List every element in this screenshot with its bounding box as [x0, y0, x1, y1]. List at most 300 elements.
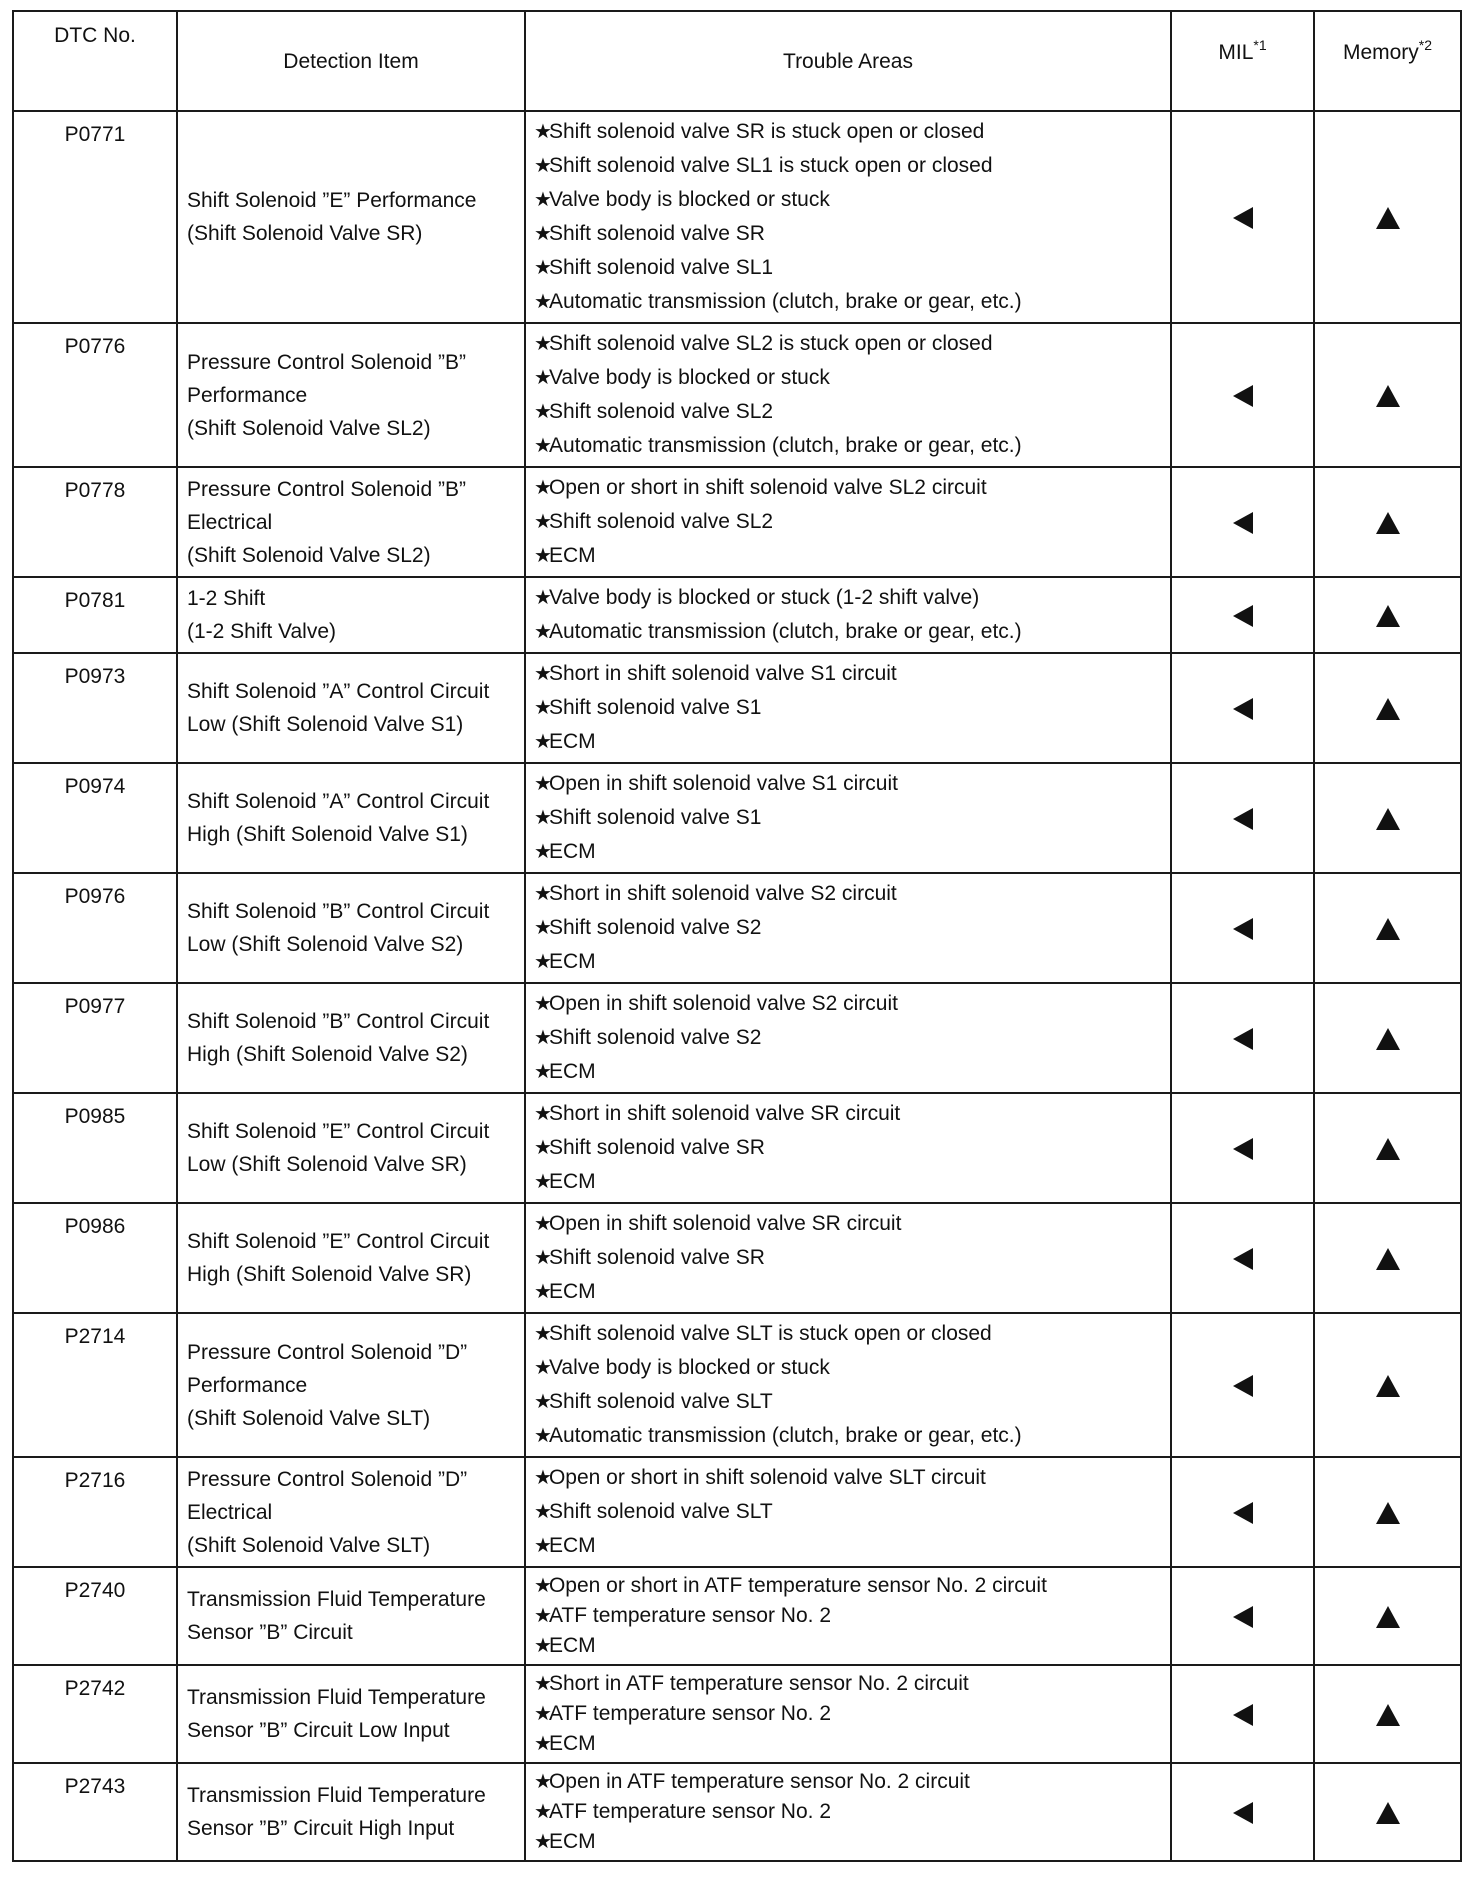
trouble-area-item: [534, 767, 1170, 801]
memory-cell: [1314, 653, 1461, 763]
mil-cell: [1171, 983, 1314, 1093]
left-triangle-icon: [1233, 1028, 1253, 1050]
star-bullet-icon: ★: [534, 1357, 552, 1379]
memory-cell: [1314, 1203, 1461, 1313]
table-row: [13, 1665, 1461, 1763]
detection-item: [177, 1567, 525, 1665]
header-mil-footnote: *1: [1253, 37, 1267, 53]
trouble-area-text: ECM: [548, 1830, 596, 1853]
star-bullet-icon: ★: [534, 1027, 552, 1049]
table-row: [13, 323, 1461, 467]
star-bullet-icon: ★: [534, 1467, 552, 1489]
dtc-code: P0973: [13, 653, 177, 763]
trouble-area-item: [534, 505, 1170, 539]
table-row: [13, 1313, 1461, 1457]
detection-item: [177, 111, 525, 323]
trouble-area-text: ECM: [548, 840, 596, 863]
trouble-area-item: [534, 1097, 1170, 1131]
detection-item: [177, 467, 525, 577]
trouble-area-text: Short in shift solenoid valve SR circuit: [548, 1102, 901, 1125]
memory-cell: [1314, 467, 1461, 577]
mil-cell: [1171, 111, 1314, 323]
trouble-area-text: ECM: [548, 1634, 596, 1657]
table-row: [13, 873, 1461, 983]
left-triangle-icon: [1233, 1375, 1253, 1397]
mil-cell: [1171, 1093, 1314, 1203]
table-row: [13, 763, 1461, 873]
mil-cell: [1171, 873, 1314, 983]
detection-item-line: Transmission Fluid Temperature: [187, 1686, 486, 1709]
trouble-area-item: [534, 539, 1170, 573]
trouble-area-item: [534, 1165, 1170, 1199]
dtc-code: P2740: [13, 1567, 177, 1665]
table-row: [13, 983, 1461, 1093]
star-bullet-icon: ★: [534, 993, 552, 1015]
detection-item: [177, 1457, 525, 1567]
trouble-area-item: [534, 1241, 1170, 1275]
detection-item: [177, 577, 525, 653]
trouble-areas: [525, 1763, 1171, 1861]
star-bullet-icon: ★: [534, 1535, 552, 1557]
dtc-code: P2742: [13, 1665, 177, 1763]
trouble-area-item: [534, 1055, 1170, 1089]
dtc-table-header: [13, 11, 1461, 111]
trouble-area-item: [534, 1827, 1170, 1857]
star-bullet-icon: ★: [534, 1733, 552, 1755]
star-bullet-icon: ★: [534, 189, 552, 211]
left-triangle-icon: [1233, 1606, 1253, 1628]
star-bullet-icon: ★: [534, 257, 552, 279]
left-triangle-icon: [1233, 698, 1253, 720]
trouble-area-text: Shift solenoid valve SL2: [548, 400, 774, 423]
trouble-area-item: [534, 1385, 1170, 1419]
star-bullet-icon: ★: [534, 841, 552, 863]
memory-cell: [1314, 873, 1461, 983]
table-row: [13, 653, 1461, 763]
detection-item: [177, 1665, 525, 1763]
trouble-area-text: Automatic transmission (clutch, brake or gear, etc.): [548, 620, 1022, 643]
star-bullet-icon: ★: [534, 697, 552, 719]
mil-cell: [1171, 577, 1314, 653]
star-bullet-icon: ★: [534, 1103, 552, 1125]
trouble-area-item: [534, 581, 1170, 615]
trouble-area-text: ATF temperature sensor No. 2: [548, 1800, 831, 1823]
memory-cell: [1314, 1567, 1461, 1665]
trouble-area-text: Short in shift solenoid valve S2 circuit: [548, 882, 897, 905]
detection-item-line: High (Shift Solenoid Valve SR): [187, 1263, 472, 1286]
mil-cell: [1171, 763, 1314, 873]
detection-item-line: Low (Shift Solenoid Valve S1): [187, 713, 464, 736]
detection-item-line: High (Shift Solenoid Valve S1): [187, 823, 468, 846]
trouble-area-item: [534, 1797, 1170, 1827]
left-triangle-icon: [1233, 1704, 1253, 1726]
trouble-area-item: [534, 1529, 1170, 1563]
trouble-area-item: [534, 149, 1170, 183]
trouble-area-text: ATF temperature sensor No. 2: [548, 1604, 831, 1627]
detection-item-line: Low (Shift Solenoid Valve SR): [187, 1153, 467, 1176]
detection-item-line: Shift Solenoid ”A” Control Circuit: [187, 680, 490, 703]
dtc-code: P0976: [13, 873, 177, 983]
trouble-area-item: [534, 1571, 1170, 1601]
left-triangle-icon: [1233, 918, 1253, 940]
memory-cell: [1314, 763, 1461, 873]
left-triangle-icon: [1233, 385, 1253, 407]
star-bullet-icon: ★: [534, 807, 552, 829]
trouble-area-item: [534, 1461, 1170, 1495]
detection-item-line: (1-2 Shift Valve): [187, 620, 336, 643]
trouble-area-text: Open or short in shift solenoid valve SLT circuit: [548, 1466, 986, 1489]
trouble-area-text: Shift solenoid valve SLT: [548, 1390, 773, 1413]
star-bullet-icon: ★: [534, 401, 552, 423]
mil-cell: [1171, 1665, 1314, 1763]
detection-item: [177, 653, 525, 763]
star-bullet-icon: ★: [534, 121, 552, 143]
trouble-area-item: [534, 251, 1170, 285]
detection-item-line: Performance: [187, 383, 308, 407]
detection-item-line: Sensor ”B” Circuit High Input: [187, 1817, 455, 1840]
trouble-area-text: Shift solenoid valve SLT: [548, 1500, 773, 1523]
detection-item: [177, 1313, 525, 1457]
left-triangle-icon: [1233, 1248, 1253, 1270]
dtc-code: P0986: [13, 1203, 177, 1313]
header-dtc-no: [13, 11, 177, 111]
star-bullet-icon: ★: [534, 587, 552, 609]
star-bullet-icon: ★: [534, 1171, 552, 1193]
header-trouble-areas-label: Trouble Areas: [783, 49, 913, 73]
trouble-areas: [525, 577, 1171, 653]
trouble-area-text: Open in shift solenoid valve S2 circuit: [548, 992, 898, 1015]
star-bullet-icon: ★: [534, 1575, 552, 1597]
header-memory-label: Memory: [1342, 41, 1419, 64]
trouble-area-item: [534, 1351, 1170, 1385]
memory-cell: [1314, 1313, 1461, 1457]
trouble-area-text: Open or short in ATF temperature sensor No. 2 circuit: [548, 1574, 1047, 1597]
trouble-area-text: Automatic transmission (clutch, brake or gear, etc.): [548, 434, 1022, 457]
trouble-area-text: ECM: [548, 1170, 596, 1193]
dtc-code: P0974: [13, 763, 177, 873]
trouble-area-item: [534, 1495, 1170, 1529]
trouble-area-item: [534, 835, 1170, 869]
detection-item-line: Sensor ”B” Circuit Low Input: [187, 1719, 450, 1742]
trouble-area-text: ECM: [548, 730, 596, 753]
trouble-areas: [525, 467, 1171, 577]
trouble-area-text: Shift solenoid valve SL1 is stuck open or closed: [548, 154, 993, 177]
trouble-area-item: [534, 615, 1170, 649]
detection-item-line: Pressure Control Solenoid ”B”: [187, 477, 466, 501]
mil-cell: [1171, 1313, 1314, 1457]
star-bullet-icon: ★: [534, 917, 552, 939]
header-mil: [1171, 11, 1314, 111]
detection-item-line: (Shift Solenoid Valve SL2): [187, 543, 431, 567]
star-bullet-icon: ★: [534, 1635, 552, 1657]
mil-cell: [1171, 1457, 1314, 1567]
detection-item-line: Pressure Control Solenoid ”D”: [187, 1467, 468, 1491]
detection-item: [177, 323, 525, 467]
detection-item-line: Sensor ”B” Circuit: [187, 1621, 353, 1644]
header-memory-footnote: *2: [1418, 37, 1433, 53]
table-row: [13, 111, 1461, 323]
dtc-code: P0771: [13, 111, 177, 323]
star-bullet-icon: ★: [534, 1281, 552, 1303]
left-triangle-icon: [1233, 1802, 1253, 1824]
star-bullet-icon: ★: [534, 1703, 552, 1725]
trouble-area-item: [534, 725, 1170, 759]
trouble-area-text: Short in shift solenoid valve S1 circuit: [548, 662, 897, 685]
header-trouble-areas: [525, 11, 1171, 111]
header-memory: [1314, 11, 1461, 111]
dtc-code: P0776: [13, 323, 177, 467]
trouble-area-item: [534, 327, 1170, 361]
trouble-area-item: [534, 1729, 1170, 1759]
up-triangle-icon: [1376, 605, 1400, 627]
mil-cell: [1171, 1763, 1314, 1861]
trouble-area-item: [534, 1021, 1170, 1055]
trouble-areas: [525, 323, 1171, 467]
detection-item-line: (Shift Solenoid Valve SR): [187, 222, 423, 245]
trouble-area-text: ECM: [548, 950, 596, 973]
trouble-area-text: ECM: [548, 1060, 596, 1083]
star-bullet-icon: ★: [534, 223, 552, 245]
star-bullet-icon: ★: [534, 1801, 552, 1823]
header-detection-item-label: Detection Item: [283, 49, 419, 73]
trouble-area-item: [534, 1131, 1170, 1165]
star-bullet-icon: ★: [534, 333, 552, 355]
star-bullet-icon: ★: [534, 1061, 552, 1083]
trouble-area-text: Shift solenoid valve SR: [548, 1246, 765, 1269]
trouble-area-text: Shift solenoid valve S2: [548, 916, 762, 939]
up-triangle-icon: [1376, 1375, 1400, 1397]
star-bullet-icon: ★: [534, 1501, 552, 1523]
star-bullet-icon: ★: [534, 1771, 552, 1793]
trouble-area-item: [534, 691, 1170, 725]
trouble-areas: [525, 1203, 1171, 1313]
trouble-area-text: Valve body is blocked or stuck: [548, 1356, 830, 1379]
trouble-area-item: [534, 657, 1170, 691]
left-triangle-icon: [1233, 808, 1253, 830]
trouble-area-item: [534, 1601, 1170, 1631]
detection-item-line: Shift Solenoid ”E” Performance: [187, 189, 477, 212]
left-triangle-icon: [1233, 1502, 1253, 1524]
table-row: [13, 1093, 1461, 1203]
memory-cell: [1314, 1763, 1461, 1861]
trouble-area-item: [534, 183, 1170, 217]
detection-item-line: Electrical: [187, 1500, 273, 1524]
left-triangle-icon: [1233, 207, 1253, 229]
trouble-area-item: [534, 801, 1170, 835]
detection-item: [177, 763, 525, 873]
star-bullet-icon: ★: [534, 1391, 552, 1413]
trouble-area-text: Valve body is blocked or stuck (1-2 shift valve): [548, 586, 980, 609]
trouble-area-text: Shift solenoid valve SL2: [548, 510, 774, 533]
header-detection-item: [177, 11, 525, 111]
detection-item: [177, 1763, 525, 1861]
header-dtc-no-label: DTC No.: [54, 24, 136, 47]
dtc-code: P2716: [13, 1457, 177, 1567]
star-bullet-icon: ★: [534, 621, 552, 643]
up-triangle-icon: [1376, 385, 1400, 407]
trouble-area-text: Shift solenoid valve SL1: [548, 256, 774, 279]
trouble-area-text: Open in shift solenoid valve SR circuit: [548, 1212, 902, 1235]
table-row: [13, 1567, 1461, 1665]
detection-item-line: Performance: [187, 1373, 308, 1397]
dtc-table-body: [13, 111, 1461, 1861]
trouble-areas: [525, 1665, 1171, 1763]
memory-cell: [1314, 323, 1461, 467]
trouble-area-item: [534, 1317, 1170, 1351]
trouble-area-text: ECM: [548, 1280, 596, 1303]
dtc-code: P2714: [13, 1313, 177, 1457]
detection-item-line: Pressure Control Solenoid ”B”: [187, 350, 466, 374]
trouble-area-text: Shift solenoid valve SR is stuck open or closed: [548, 120, 985, 143]
up-triangle-icon: [1376, 512, 1400, 534]
detection-item-line: Shift Solenoid ”B” Control Circuit: [187, 900, 490, 923]
detection-item-line: Electrical: [187, 510, 273, 534]
trouble-area-item: [534, 987, 1170, 1021]
trouble-area-item: [534, 1669, 1170, 1699]
up-triangle-icon: [1376, 1704, 1400, 1726]
trouble-areas: [525, 111, 1171, 323]
left-triangle-icon: [1233, 605, 1253, 627]
star-bullet-icon: ★: [534, 435, 552, 457]
detection-item-line: Pressure Control Solenoid ”D”: [187, 1340, 468, 1364]
star-bullet-icon: ★: [534, 1425, 552, 1447]
up-triangle-icon: [1376, 1802, 1400, 1824]
trouble-area-text: Shift solenoid valve S1: [548, 806, 762, 829]
mil-cell: [1171, 653, 1314, 763]
trouble-area-item: [534, 1275, 1170, 1309]
star-bullet-icon: ★: [534, 883, 552, 905]
trouble-area-text: Shift solenoid valve SLT is stuck open or closed: [548, 1322, 992, 1345]
table-row: [13, 577, 1461, 653]
up-triangle-icon: [1376, 1138, 1400, 1160]
up-triangle-icon: [1376, 698, 1400, 720]
trouble-areas: [525, 763, 1171, 873]
star-bullet-icon: ★: [534, 663, 552, 685]
star-bullet-icon: ★: [534, 951, 552, 973]
trouble-areas: [525, 873, 1171, 983]
table-row: [13, 467, 1461, 577]
trouble-area-text: Open in shift solenoid valve S1 circuit: [548, 772, 898, 795]
trouble-area-item: [534, 285, 1170, 319]
trouble-area-item: [534, 471, 1170, 505]
header-row: [13, 11, 1461, 111]
table-row: [13, 1763, 1461, 1861]
up-triangle-icon: [1376, 1028, 1400, 1050]
trouble-area-item: [534, 911, 1170, 945]
dtc-table: [12, 10, 1462, 1862]
detection-item-line: (Shift Solenoid Valve SLT): [187, 1406, 431, 1430]
dtc-code: P0985: [13, 1093, 177, 1203]
star-bullet-icon: ★: [534, 291, 552, 313]
memory-cell: [1314, 1093, 1461, 1203]
dtc-code: P0781: [13, 577, 177, 653]
mil-cell: [1171, 323, 1314, 467]
detection-item-line: Shift Solenoid ”E” Control Circuit: [187, 1230, 490, 1253]
trouble-area-item: [534, 217, 1170, 251]
star-bullet-icon: ★: [534, 731, 552, 753]
trouble-area-text: ECM: [548, 544, 596, 567]
detection-item-line: Low (Shift Solenoid Valve S2): [187, 933, 464, 956]
star-bullet-icon: ★: [534, 511, 552, 533]
star-bullet-icon: ★: [534, 1605, 552, 1627]
trouble-area-text: Valve body is blocked or stuck: [548, 366, 830, 389]
detection-item-line: 1-2 Shift: [187, 587, 266, 610]
header-mil-label: MIL: [1218, 41, 1254, 64]
star-bullet-icon: ★: [534, 1213, 552, 1235]
trouble-area-text: ECM: [548, 1534, 596, 1557]
trouble-area-item: [534, 1631, 1170, 1661]
detection-item: [177, 873, 525, 983]
trouble-area-item: [534, 1419, 1170, 1453]
trouble-area-text: Shift solenoid valve SL2 is stuck open or closed: [548, 332, 993, 355]
up-triangle-icon: [1376, 1502, 1400, 1524]
trouble-area-text: Open in ATF temperature sensor No. 2 circuit: [548, 1770, 970, 1793]
up-triangle-icon: [1376, 1606, 1400, 1628]
up-triangle-icon: [1376, 808, 1400, 830]
memory-cell: [1314, 577, 1461, 653]
up-triangle-icon: [1376, 918, 1400, 940]
up-triangle-icon: [1376, 1248, 1400, 1270]
detection-item: [177, 1093, 525, 1203]
left-triangle-icon: [1233, 1138, 1253, 1160]
detection-item-line: Shift Solenoid ”B” Control Circuit: [187, 1010, 490, 1033]
memory-cell: [1314, 1665, 1461, 1763]
memory-cell: [1314, 111, 1461, 323]
trouble-area-text: Shift solenoid valve S1: [548, 696, 762, 719]
detection-item-line: (Shift Solenoid Valve SL2): [187, 416, 431, 440]
trouble-area-text: ECM: [548, 1732, 596, 1755]
star-bullet-icon: ★: [534, 367, 552, 389]
trouble-area-item: [534, 429, 1170, 463]
trouble-area-item: [534, 361, 1170, 395]
detection-item-line: Shift Solenoid ”E” Control Circuit: [187, 1120, 490, 1143]
star-bullet-icon: ★: [534, 155, 552, 177]
star-bullet-icon: ★: [534, 773, 552, 795]
star-bullet-icon: ★: [534, 1673, 552, 1695]
trouble-areas: [525, 1313, 1171, 1457]
star-bullet-icon: ★: [534, 1323, 552, 1345]
trouble-areas: [525, 1567, 1171, 1665]
trouble-area-text: Shift solenoid valve SR: [548, 1136, 765, 1159]
memory-cell: [1314, 1457, 1461, 1567]
mil-cell: [1171, 1203, 1314, 1313]
dtc-code: P0778: [13, 467, 177, 577]
trouble-area-item: [534, 945, 1170, 979]
mil-cell: [1171, 467, 1314, 577]
trouble-areas: [525, 653, 1171, 763]
dtc-code: P0977: [13, 983, 177, 1093]
detection-item-line: High (Shift Solenoid Valve S2): [187, 1043, 468, 1066]
trouble-areas: [525, 983, 1171, 1093]
trouble-area-item: [534, 877, 1170, 911]
star-bullet-icon: ★: [534, 1831, 552, 1853]
trouble-area-text: Shift solenoid valve SR: [548, 222, 765, 245]
table-row: [13, 1457, 1461, 1567]
detection-item: [177, 1203, 525, 1313]
trouble-area-text: Automatic transmission (clutch, brake or gear, etc.): [548, 290, 1022, 313]
detection-item-line: Transmission Fluid Temperature: [187, 1588, 486, 1611]
trouble-area-item: [534, 395, 1170, 429]
trouble-area-text: Automatic transmission (clutch, brake or gear, etc.): [548, 1424, 1022, 1447]
trouble-area-text: Shift solenoid valve S2: [548, 1026, 762, 1049]
star-bullet-icon: ★: [534, 477, 552, 499]
trouble-area-item: [534, 1767, 1170, 1797]
table-row: [13, 1203, 1461, 1313]
memory-cell: [1314, 983, 1461, 1093]
detection-item-line: (Shift Solenoid Valve SLT): [187, 1533, 431, 1557]
detection-item-line: Shift Solenoid ”A” Control Circuit: [187, 790, 490, 813]
star-bullet-icon: ★: [534, 1137, 552, 1159]
